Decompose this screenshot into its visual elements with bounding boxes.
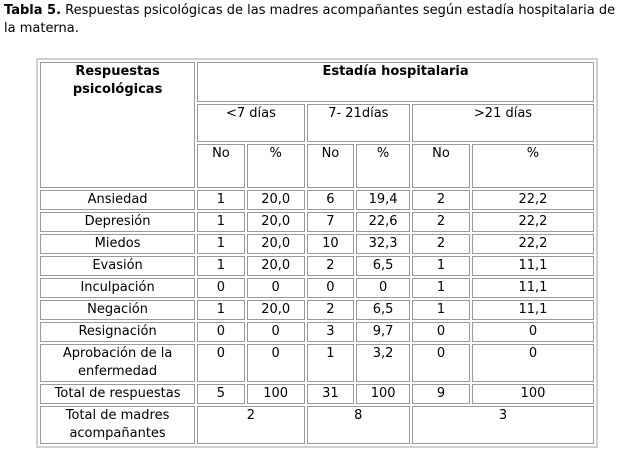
table-cell: 9,7 <box>356 322 410 342</box>
table-cell: 0 <box>247 344 305 382</box>
table-cell: 2 <box>412 212 470 232</box>
table-cell: 1 <box>197 190 245 210</box>
sub-header: No <box>197 144 245 188</box>
row-label: Evasión <box>40 256 195 276</box>
table-cell: 1 <box>412 300 470 320</box>
row-label: Resignación <box>40 322 195 342</box>
table-cell: 22,2 <box>472 234 594 254</box>
sub-header: % <box>356 144 410 188</box>
table-cell: 0 <box>197 322 245 342</box>
table-cell: 100 <box>472 384 594 404</box>
table-cell: 22,6 <box>356 212 410 232</box>
table-row <box>40 278 594 298</box>
row-label: Aprobación de la enfermedad <box>40 344 195 382</box>
table-cell: 0 <box>307 278 355 298</box>
table-cell: 0 <box>247 278 305 298</box>
table-cell: 100 <box>247 384 305 404</box>
table-row <box>40 344 594 382</box>
caption-prefix: Tabla 5. <box>4 3 62 18</box>
table-cell: 1 <box>307 344 355 382</box>
table-cell: 1 <box>197 300 245 320</box>
table-cell: 100 <box>356 384 410 404</box>
table-cell: 0 <box>197 344 245 382</box>
sub-header: % <box>472 144 594 188</box>
table-cell: 8 <box>307 406 410 444</box>
table-cell: 6,5 <box>356 256 410 276</box>
table-cell: 2 <box>307 300 355 320</box>
table-cell: 6,5 <box>356 300 410 320</box>
table-row <box>40 322 594 342</box>
period-header: >21 días <box>412 104 594 142</box>
table-row <box>40 234 594 254</box>
row-label: Total de madres acompañantes <box>40 406 195 444</box>
table-cell: 20,0 <box>247 212 305 232</box>
table-cell: 0 <box>356 278 410 298</box>
table-cell: 31 <box>307 384 355 404</box>
table-cell: 19,4 <box>356 190 410 210</box>
header-row-1 <box>40 62 594 102</box>
table-cell: 11,1 <box>472 256 594 276</box>
table-cell: 0 <box>197 278 245 298</box>
table-cell: 3,2 <box>356 344 410 382</box>
caption-text: Respuestas psicológicas de las madres acompañantes según estadía hospitalaria de la materna. <box>4 3 616 36</box>
table-cell: 1 <box>197 212 245 232</box>
table-cell: 0 <box>472 322 594 342</box>
period-header: 7- 21días <box>307 104 410 142</box>
row-label: Miedos <box>40 234 195 254</box>
table-cell: 11,1 <box>472 300 594 320</box>
table-cell: 2 <box>197 406 305 444</box>
table-row <box>40 212 594 232</box>
table-cell: 6 <box>307 190 355 210</box>
table-cell: 2 <box>412 234 470 254</box>
table-cell: 2 <box>307 256 355 276</box>
row-label: Ansiedad <box>40 190 195 210</box>
table-cell: 1 <box>412 256 470 276</box>
table-cell: 22,2 <box>472 190 594 210</box>
sub-header: No <box>307 144 355 188</box>
table-row <box>40 300 594 320</box>
psychological-responses-table <box>36 58 598 448</box>
table-cell: 3 <box>307 322 355 342</box>
table-cell: 20,0 <box>247 190 305 210</box>
table-cell: 0 <box>412 344 470 382</box>
sub-header: % <box>247 144 305 188</box>
table-cell: 11,1 <box>472 278 594 298</box>
sub-header: No <box>412 144 470 188</box>
table-row <box>40 256 594 276</box>
row-label: Depresión <box>40 212 195 232</box>
group-header: Estadía hospitalaria <box>197 62 594 102</box>
table-cell: 2 <box>412 190 470 210</box>
table-cell: 0 <box>247 322 305 342</box>
totals-row <box>40 406 594 444</box>
table-cell: 3 <box>412 406 594 444</box>
table-cell: 5 <box>197 384 245 404</box>
period-header: <7 días <box>197 104 305 142</box>
table-cell: 32,3 <box>356 234 410 254</box>
table-cell: 20,0 <box>247 300 305 320</box>
table-caption <box>4 2 630 38</box>
table-cell: 7 <box>307 212 355 232</box>
table-cell: 0 <box>412 322 470 342</box>
table-cell: 1 <box>197 256 245 276</box>
table-cell: 20,0 <box>247 234 305 254</box>
corner-header: Respuestas psicológicas <box>40 62 195 188</box>
table-row <box>40 190 594 210</box>
row-label: Total de respuestas <box>40 384 195 404</box>
table-cell: 1 <box>412 278 470 298</box>
row-label: Inculpación <box>40 278 195 298</box>
table-row <box>40 384 594 404</box>
row-label: Negación <box>40 300 195 320</box>
table-cell: 1 <box>197 234 245 254</box>
table-cell: 10 <box>307 234 355 254</box>
table-cell: 22,2 <box>472 212 594 232</box>
table-cell: 20,0 <box>247 256 305 276</box>
table-cell: 9 <box>412 384 470 404</box>
table-cell: 0 <box>472 344 594 382</box>
